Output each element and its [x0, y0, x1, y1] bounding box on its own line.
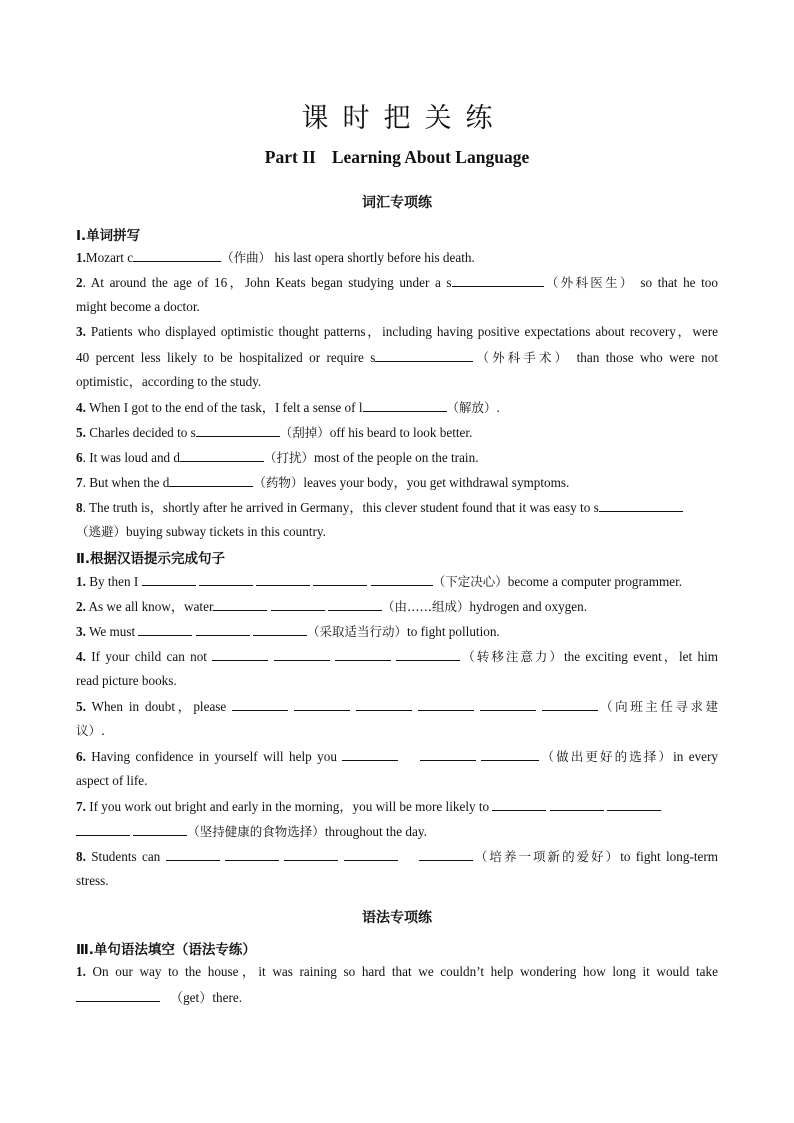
question-text: in every [673, 749, 719, 764]
question-text: On our way to the house，it was raining so hard that we couldn’t help wondering how long it would take [85, 964, 718, 979]
question-text: . [496, 400, 500, 415]
question-text: so that he too [634, 275, 718, 290]
answer-blank[interactable] [396, 647, 460, 661]
question-1-1 [76, 248, 718, 267]
question-text: If your child can not [85, 649, 213, 664]
answer-blank[interactable] [419, 847, 473, 861]
answer-blank[interactable] [166, 847, 220, 861]
question-number: 6. [76, 749, 86, 764]
hint-text: 议）. [76, 723, 105, 738]
answer-blank[interactable] [225, 847, 279, 861]
question-2-7-line2 [76, 822, 718, 841]
answer-blank[interactable] [481, 747, 539, 761]
question-2-7 [76, 797, 718, 816]
question-text: throughout the day. [324, 824, 427, 839]
answer-blank[interactable] [142, 572, 196, 586]
question-number: 5. [76, 699, 86, 714]
part-number: Part II [264, 147, 316, 167]
question-1-2-line2: might become a doctor. [76, 299, 200, 314]
question-text: . At around the age of 16，John Keats began studying under a s [82, 275, 452, 290]
question-2-8-line2: stress. [76, 873, 109, 888]
answer-blank[interactable] [420, 747, 476, 761]
question-2-6 [76, 747, 718, 766]
answer-blank[interactable] [274, 647, 330, 661]
question-2-5-line2 [76, 722, 718, 740]
hint-text: （坚持健康的食物选择） [187, 824, 325, 839]
hint-text: （药物） [253, 475, 304, 490]
question-text: off his beard to look better. [329, 425, 473, 440]
page-title: 课时把关练 [301, 103, 507, 134]
question-number: 6 [76, 450, 83, 465]
vocab-heading: 词汇专项练 [362, 195, 432, 211]
question-2-1 [76, 572, 718, 591]
hint-text: （get） [169, 990, 213, 1005]
section-2-title: Ⅱ.根据汉语提示完成句子 [76, 551, 226, 567]
question-1-3-line2 [76, 348, 718, 367]
question-number: 4. [76, 649, 86, 664]
hint-text: （做出更好的选择） [539, 749, 674, 764]
question-1-8-line2 [76, 523, 718, 541]
question-1-6 [76, 448, 718, 467]
answer-blank[interactable] [212, 647, 268, 661]
answer-blank[interactable] [344, 847, 398, 861]
question-number: 3. [76, 624, 86, 639]
question-text: his last opera shortly before his death. [271, 250, 475, 265]
hint-text: （打扰） [264, 450, 315, 465]
answer-blank[interactable] [253, 622, 307, 636]
answer-blank[interactable] [542, 697, 598, 711]
question-text: . The truth is，shortly after he arrived in Germany，this clever student found that it was easy to s [82, 500, 599, 515]
answer-blank[interactable] [133, 248, 221, 262]
question-1-5 [76, 423, 718, 442]
question-2-2 [76, 597, 718, 616]
answer-blank[interactable] [342, 747, 398, 761]
question-1-7 [76, 473, 718, 492]
question-text: to fight pollution. [407, 624, 500, 639]
hint-text: （解放） [446, 400, 497, 415]
answer-blank[interactable] [199, 572, 253, 586]
question-number: 8 [76, 500, 83, 515]
question-number: 7. [76, 799, 86, 814]
answer-blank[interactable] [313, 572, 367, 586]
section-3-title: Ⅲ.单句语法填空（语法专练） [76, 942, 256, 958]
hint-text: （向班主任寻求建 [597, 699, 719, 714]
answer-blank[interactable] [356, 697, 412, 711]
question-text: When I got to the end of the task，I felt a sense of l [85, 400, 363, 415]
answer-blank[interactable] [480, 697, 536, 711]
question-text: Having confidence in yourself will help you [85, 749, 343, 764]
hint-text: （采取适当行动） [307, 624, 408, 639]
question-number: 1. [76, 964, 86, 979]
part-subtitle [76, 147, 718, 168]
question-number: 1. [76, 574, 86, 589]
question-text: . But when the d [82, 475, 170, 490]
answer-blank[interactable] [196, 622, 250, 636]
answer-blank[interactable] [335, 647, 391, 661]
question-1-2 [76, 273, 718, 292]
section-1-title: Ⅰ.单词拼写 [76, 228, 141, 244]
answer-blank[interactable] [76, 988, 160, 1002]
answer-blank[interactable] [138, 622, 192, 636]
question-1-8 [76, 498, 718, 517]
answer-blank[interactable] [196, 423, 280, 437]
question-text: buying subway tickets in this country. [126, 524, 326, 539]
answer-blank[interactable] [375, 348, 473, 362]
question-text: hydrogen and oxygen. [469, 599, 588, 614]
answer-blank[interactable] [363, 398, 447, 412]
answer-blank[interactable] [550, 797, 604, 811]
part-name: Learning About Language [331, 147, 530, 167]
question-text: Mozart c [85, 250, 134, 265]
question-text: Charles decided to s [85, 425, 196, 440]
answer-blank[interactable] [294, 697, 350, 711]
question-2-3 [76, 622, 718, 641]
answer-blank[interactable] [607, 797, 661, 811]
answer-blank[interactable] [133, 822, 187, 836]
question-2-8 [76, 847, 718, 866]
question-text: become a computer programmer. [507, 574, 683, 589]
hint-text: （培养一项新的爱好） [472, 849, 621, 864]
hint-text: （外科手术） [473, 350, 571, 365]
question-text: to fight long-term [620, 849, 719, 864]
question-number: 1. [76, 250, 86, 265]
question-text: When in doubt，please [85, 699, 233, 714]
hint-text: （逃避） [76, 524, 127, 539]
answer-blank[interactable] [76, 822, 130, 836]
answer-blank[interactable] [213, 597, 267, 611]
question-text: than those who were not [570, 350, 718, 365]
question-3-1-line2 [76, 988, 718, 1007]
question-number: 2. [76, 599, 86, 614]
question-number: 7 [76, 475, 83, 490]
answer-blank[interactable] [256, 572, 310, 586]
answer-blank[interactable] [492, 797, 546, 811]
question-text: most of the people on the train. [314, 450, 479, 465]
answer-blank[interactable] [371, 572, 433, 586]
question-1-3-line3: optimistic，according to the study. [76, 374, 262, 389]
answer-blank[interactable] [169, 473, 253, 487]
hint-text: （刮掉） [279, 425, 330, 440]
answer-blank[interactable] [180, 448, 264, 462]
question-text: the exciting event，let him [563, 649, 719, 664]
question-text: . It was loud and d [82, 450, 181, 465]
question-2-5 [76, 697, 718, 716]
hint-text: （由……组成） [381, 599, 470, 614]
question-number: 2 [76, 275, 83, 290]
question-1-3 [76, 323, 718, 341]
question-3-1 [76, 963, 718, 981]
hint-text: （下定决心） [432, 574, 508, 589]
answer-blank[interactable] [271, 597, 325, 611]
question-number: 3. [76, 324, 86, 339]
question-text: As we all know，water [85, 599, 214, 614]
question-2-4 [76, 647, 718, 666]
question-text: Patients who displayed optimistic thought patterns，including having positive expectations about recovery，were [85, 324, 718, 339]
answer-blank[interactable] [232, 697, 288, 711]
answer-blank[interactable] [599, 498, 683, 512]
answer-blank[interactable] [328, 597, 382, 611]
grammar-heading: 语法专项练 [362, 910, 432, 926]
question-number: 5. [76, 425, 86, 440]
question-number: 8. [76, 849, 86, 864]
answer-blank[interactable] [418, 697, 474, 711]
hint-text: （外科医生） [543, 275, 635, 290]
answer-blank[interactable] [452, 273, 544, 287]
hint-text: （转移注意力） [460, 649, 564, 664]
question-2-6-line2: aspect of life. [76, 773, 148, 788]
question-text: By then I [85, 574, 142, 589]
question-text: leaves your body，you get withdrawal symptoms. [303, 475, 570, 490]
question-number: 4. [76, 400, 86, 415]
question-2-4-line2: read picture books. [76, 673, 177, 688]
answer-blank[interactable] [284, 847, 338, 861]
question-text: there. [212, 990, 243, 1005]
question-text: If you work out bright and early in the morning，you will be more likely to [85, 799, 493, 814]
hint-text: （作曲） [221, 250, 272, 265]
question-text: We must [85, 624, 139, 639]
question-text: 40 percent less likely to be hospitalized or require s [76, 350, 376, 365]
question-text: Students can [85, 849, 166, 864]
question-1-4 [76, 398, 718, 417]
